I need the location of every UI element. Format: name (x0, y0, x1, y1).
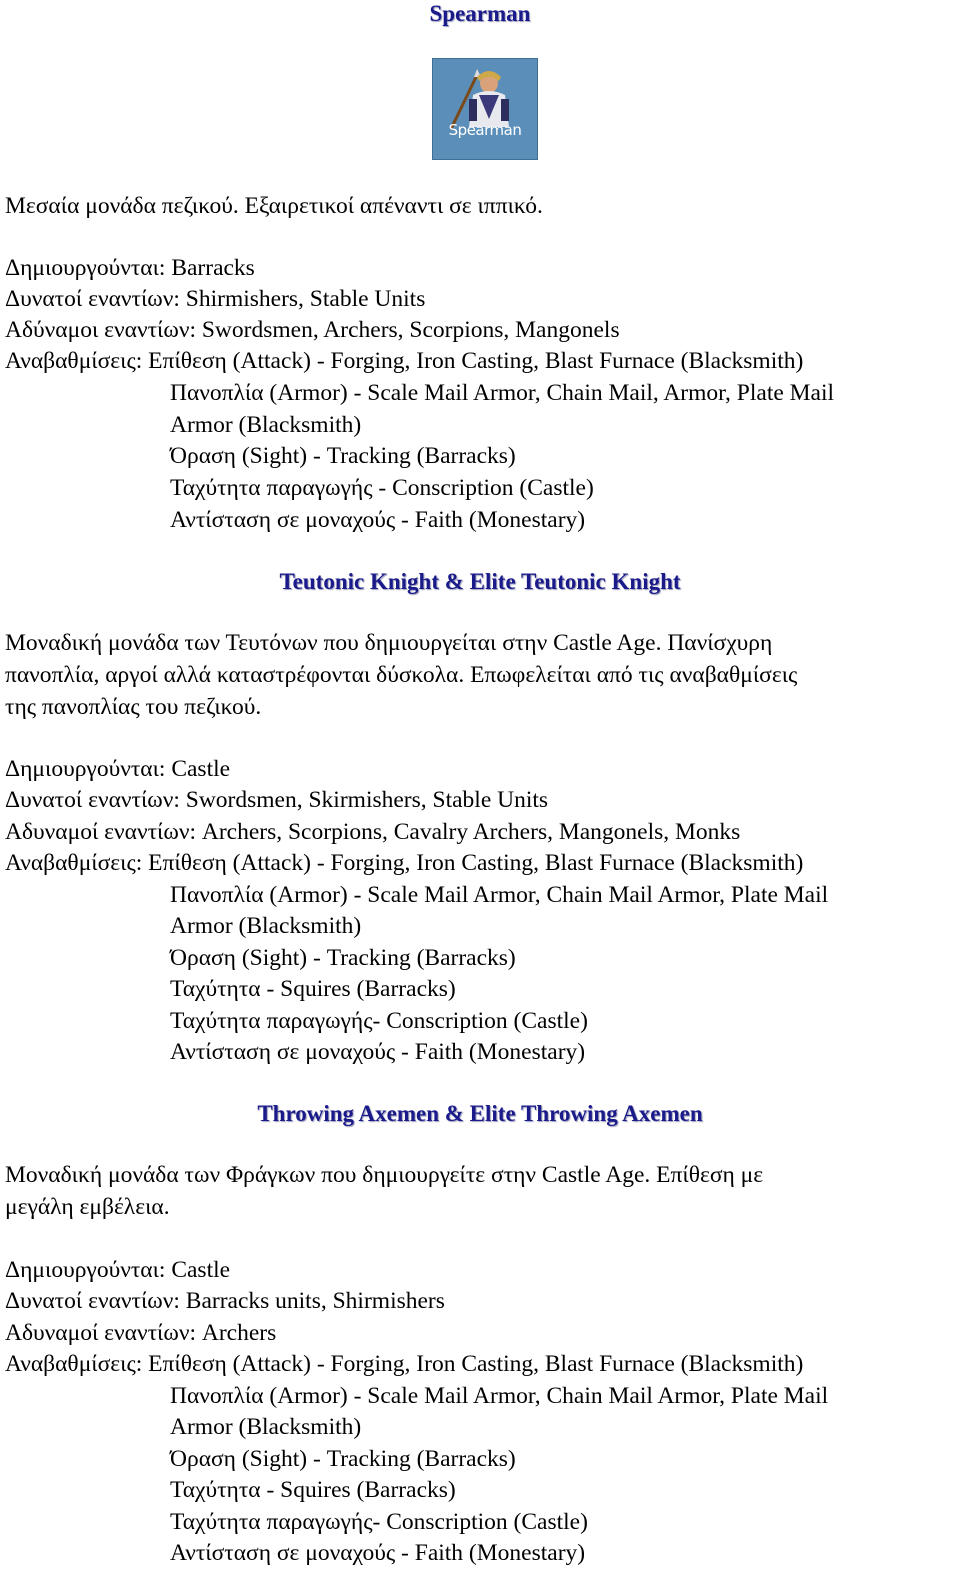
teutonic-description-line: της πανοπλίας του πεζικού. (5, 694, 262, 720)
teutonic-upgrade-line: Πανοπλία (Armor) - Scale Mail Armor, Chain Mail Armor, Plate Mail (170, 882, 829, 908)
teutonic-upgrade-line: Ταχύτητα - Squires (Barracks) (170, 976, 456, 1002)
teutonic-upgrade-line: Αναβαθμίσεις: Επίθεση (Attack) - Forging, Iron Casting, Blast Furnace (Blacksmith) (5, 850, 804, 876)
spearman-description: Μεσαία μονάδα πεζικού. Εξαιρετικοί απέναντι σε ιππικό. (5, 193, 543, 219)
spearman-heading: Spearman (429, 1, 531, 26)
teutonic-weak: Αδυναμοί εναντίων: Archers, Scorpions, Cavalry Archers, Mangonels, Monks (5, 819, 741, 845)
axemen-heading: Throwing Axemen & Elite Throwing Axemen (257, 1101, 703, 1126)
teutonic-created: Δημιουργούνται: Castle (5, 756, 231, 782)
spearman-upgrade-line: Πανοπλία (Armor) - Scale Mail Armor, Chain Mail, Armor, Plate Mail (170, 380, 835, 406)
axemen-description-line: Μοναδική μονάδα των Φράγκων που δημιουργείτε στην Castle Age. Επίθεση με (5, 1162, 764, 1188)
axemen-upgrade-line: Armor (Blacksmith) (170, 1414, 362, 1440)
axemen-upgrade-line: Πανοπλία (Armor) - Scale Mail Armor, Chain Mail Armor, Plate Mail (170, 1383, 829, 1409)
axemen-strong: Δυνατοί εναντίων: Barracks units, Shirmishers (5, 1288, 445, 1314)
axemen-upgrade-line: Αναβαθμίσεις: Επίθεση (Attack) - Forging, Iron Casting, Blast Furnace (Blacksmith) (5, 1351, 804, 1377)
teutonic-strong: Δυνατοί εναντίων: Swordsmen, Skirmishers, Stable Units (5, 787, 549, 813)
spearman-weak: Αδύναμοι εναντίων: Swordsmen, Archers, Scorpions, Mangonels (5, 317, 620, 343)
teutonic-upgrade-line: Ταχύτητα παραγωγής- Conscription (Castle) (170, 1008, 588, 1034)
teutonic-heading: Teutonic Knight & Elite Teutonic Knight (279, 569, 681, 594)
axemen-upgrade-line: Όραση (Sight) - Tracking (Barracks) (170, 1446, 516, 1472)
axemen-weak: Αδυναμοί εναντίων: Archers (5, 1320, 277, 1346)
spearman-upgrade-line: Αναβαθμίσεις: Επίθεση (Attack) - Forging, Iron Casting, Blast Furnace (Blacksmith) (5, 348, 804, 374)
axemen-created: Δημιουργούνται: Castle (5, 1257, 231, 1283)
teutonic-description-line: Μοναδική μονάδα των Τευτόνων που δημιουργείται στην Castle Age. Πανίσχυρη (5, 630, 773, 656)
spearman-created: Δημιουργούνται: Barracks (5, 255, 255, 281)
teutonic-upgrade-line: Όραση (Sight) - Tracking (Barracks) (170, 945, 516, 971)
spearman-strong: Δυνατοί εναντίων: Shirmishers, Stable Units (5, 286, 426, 312)
teutonic-description-line: πανοπλία, αργοί αλλά καταστρέφονται δύσκολα. Επωφελείται από τις αναβαθμίσεις (5, 662, 798, 688)
spearman-upgrade-line: Όραση (Sight) - Tracking (Barracks) (170, 443, 516, 469)
axemen-upgrade-line: Αντίσταση σε μοναχούς - Faith (Monestary) (170, 1540, 586, 1566)
axemen-upgrade-line: Ταχύτητα - Squires (Barracks) (170, 1477, 456, 1503)
teutonic-upgrade-line: Αντίσταση σε μοναχούς - Faith (Monestary) (170, 1039, 586, 1065)
spearman-portrait (432, 58, 538, 160)
spearman-upgrade-line: Armor (Blacksmith) (170, 412, 362, 438)
portrait-caption: Spearman (448, 121, 522, 139)
spearman-upgrade-line: Αντίσταση σε μοναχούς - Faith (Monestary) (170, 507, 586, 533)
teutonic-upgrade-line: Armor (Blacksmith) (170, 913, 362, 939)
axemen-description-line: μεγάλη εμβέλεια. (5, 1194, 170, 1220)
axemen-upgrade-line: Ταχύτητα παραγωγής- Conscription (Castle) (170, 1509, 588, 1535)
spearman-figure-icon (433, 59, 537, 159)
spearman-upgrade-line: Ταχύτητα παραγωγής - Conscription (Castle) (170, 475, 594, 501)
